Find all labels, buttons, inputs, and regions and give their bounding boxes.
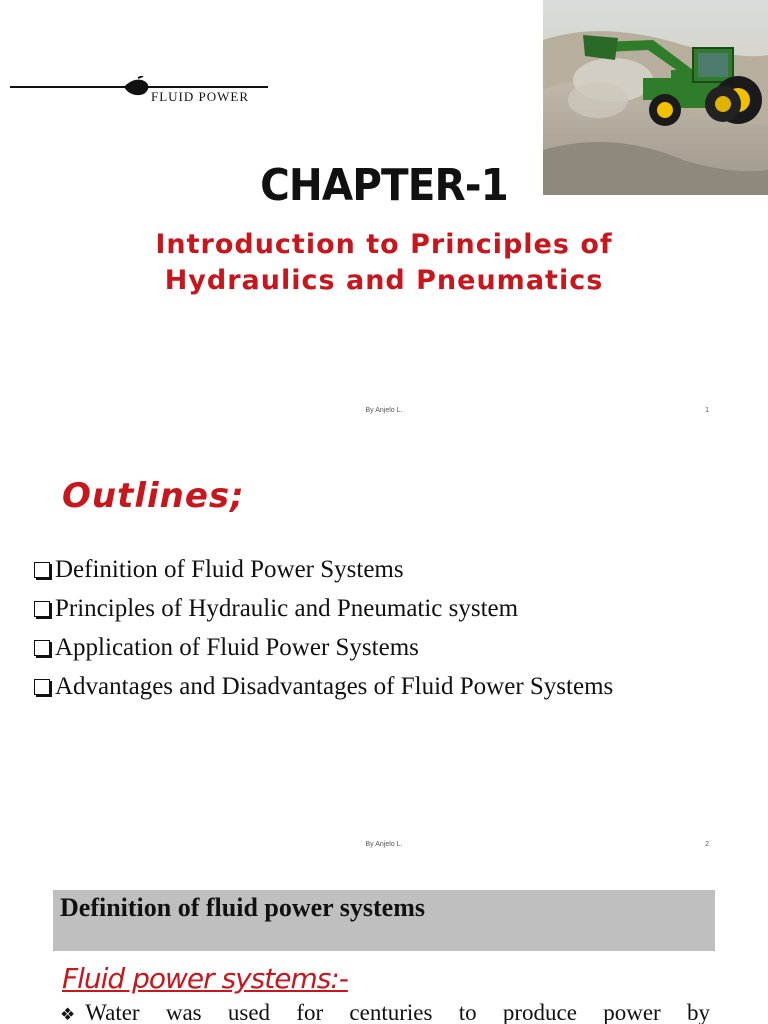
footer-author: By Anjelo L. xyxy=(365,407,403,414)
checkbox-icon xyxy=(34,562,50,578)
subtitle-line-1: Introduction to Principles of xyxy=(155,229,613,260)
bullet-text: Water was used for centuries to produce power by xyxy=(85,1000,710,1024)
slide-2 xyxy=(0,432,768,864)
outlines-heading: Outlines; xyxy=(62,476,245,516)
slide-1 xyxy=(0,0,768,432)
definition-banner xyxy=(53,890,715,951)
list-item-label: Principles of Hydraulic and Pneumatic system xyxy=(55,594,519,622)
diamond-bullet-icon: ❖ xyxy=(60,1005,76,1024)
list-item-label: Definition of Fluid Power Systems xyxy=(55,555,404,583)
checkbox-icon xyxy=(34,601,50,617)
footer-author: By Anjelo L. xyxy=(365,841,403,848)
list-item-label: Application of Fluid Power Systems xyxy=(55,633,419,661)
page-number: 2 xyxy=(705,841,709,848)
banner-title: Definition of fluid power systems xyxy=(60,893,425,922)
list-item-label: Advantages and Disadvantages of Fluid Power Systems xyxy=(55,672,614,700)
list-item xyxy=(34,628,764,667)
page-number: 1 xyxy=(705,407,709,414)
logo-text: FLUID POWER xyxy=(151,89,250,104)
subtitle-line-2: Hydraulics and Pneumatics xyxy=(164,265,604,296)
fluid-power-logo xyxy=(10,68,270,108)
list-item xyxy=(34,589,764,628)
fluid-drop-icon xyxy=(122,76,152,98)
bullet-item xyxy=(60,1000,710,1024)
checkbox-icon xyxy=(34,640,50,656)
fluid-power-systems-heading: Fluid power systems:- xyxy=(62,962,348,995)
outline-list xyxy=(34,550,764,706)
list-item xyxy=(34,550,764,589)
list-item xyxy=(34,667,764,706)
slide-3 xyxy=(0,864,768,1024)
chapter-title: CHAPTER-1 xyxy=(260,160,508,211)
checkbox-icon xyxy=(34,679,50,695)
